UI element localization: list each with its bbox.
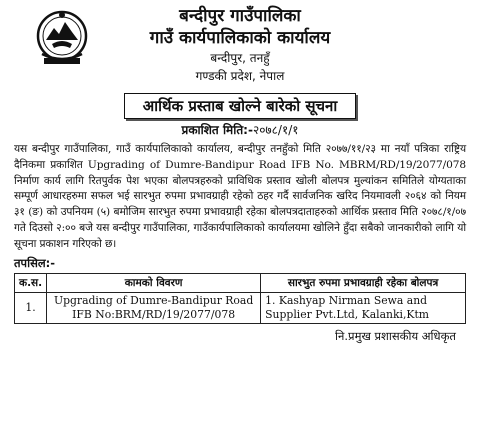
published-label: प्रकाशित मिति:- (181, 123, 253, 137)
table-header-row (15, 273, 466, 292)
address-line-2: गण्डकी प्रदेश, नेपाल (195, 69, 285, 83)
works-table (14, 273, 466, 324)
nepal-emblem-icon (34, 6, 90, 70)
row-bidder: 1. Kashyap Nirman Sewa and Supplier Pvt.Ltd, Kalanki,Ktm (261, 292, 466, 323)
published-date-line (14, 122, 466, 138)
col-work-description: कामको विवरण (47, 273, 261, 292)
row-serial: 1. (15, 292, 47, 323)
municipality-name: बन्दीपुर गाउँपालिका (179, 6, 301, 26)
table-row (15, 292, 466, 323)
office-name: गाउँ कार्यपालिकाको कार्यालय (149, 28, 331, 48)
notice-body: यस बन्दीपुर गाउँपालिका, गाउँ कार्यपालिकाको कार्यालय, बन्दीपुर तनहुँको मिति २०७७/११/२३ मा नयाँ पत्रिका राष्ट्रिय दैनिकमा प्रकाशित Upgrading of Dumre-Bandipur Road IFB No. MBRM/RD/19/2077/078 निर्माण कार्य लागि रितपुर्वक पेश भएका बोलपत्रहरुको प्राविधिक प्रस्ताव खोली बोलपत्र मुल्यांकन समितिले योग्यताका सम्पूर्ण आधारहरुमा सफल भई सारभुत रुपमा प्रभावग्राही रहेको ठहर गर्दै सार्वजनिक खरिद नियमावली २०६४ को नियम ३१ (ङ) को उपनियम (५) बमोजिम सारभुत रुपमा प्रभावग्राही रहेका बोलपत्रदाताहरुको आर्थिक प्रस्ताव मिति २०७८/१/०७ गते दिउसो २:०० बजे यस बन्दीपुर गाउँपालिका, गाउँकार्यपालिकाको कार्यालयमा खोलिने हुँदा सबैको जानकारीको लागि यो सूचना प्रकाशन गरिएको छ। (14, 143, 466, 250)
col-serial: क.स. (15, 273, 47, 292)
col-responsive-bids: सारभुत रुपमा प्रभावग्राही रहेका बोलपत्र (261, 273, 466, 292)
notice-title: आर्थिक प्रस्ताब खोल्ने बारेको सूचना (124, 93, 356, 119)
row-work: Upgrading of Dumre-Bandipur Road IFB No:BRM/RD/19/2077/078 (47, 292, 261, 323)
signoff: नि.प्रमुख प्रशासकीय अधिकृत (335, 328, 456, 343)
published-date: २०७८/१/१ (252, 123, 299, 137)
details-label: तपसिल:- (14, 255, 56, 270)
address-line-1: बन्दीपुर, तनहुँ (210, 51, 270, 65)
